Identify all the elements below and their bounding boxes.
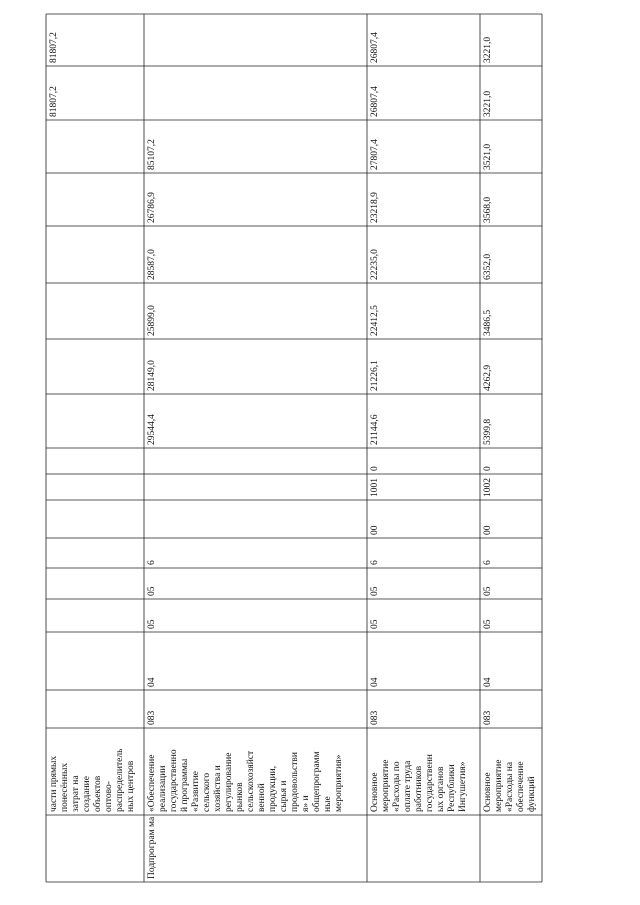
cell-cs-main: 00 bbox=[483, 525, 493, 535]
cell-text-line: рынков bbox=[235, 782, 245, 812]
cell-text-line: сельскохозяйст bbox=[246, 750, 256, 812]
cell-text-line: сельского bbox=[202, 772, 212, 812]
row-name-cell bbox=[483, 728, 538, 812]
cell-cs-program: 05 bbox=[483, 586, 493, 596]
cell-y4: 22235,0 bbox=[370, 249, 380, 280]
cell-y3: 3486,5 bbox=[483, 309, 493, 336]
cell-text-line: я» и bbox=[301, 795, 311, 812]
cell-text-line: сырья и bbox=[279, 780, 289, 812]
cell-y1: 21144,6 bbox=[370, 414, 380, 445]
cell-cs-main: 00 bbox=[370, 525, 380, 535]
cell-rz: 04 bbox=[483, 677, 493, 687]
cell-text-line: продовольстви bbox=[290, 752, 300, 812]
cell-y5: 3568,0 bbox=[483, 196, 493, 223]
cell-text-line: ные bbox=[323, 796, 333, 812]
cell-cs-program: 05 bbox=[370, 586, 380, 596]
cell-cs-program: 05 bbox=[147, 586, 157, 596]
cell-vr: 0 bbox=[483, 466, 493, 471]
cell-text-line: общепрограмм bbox=[312, 751, 322, 812]
row-name-cell bbox=[147, 728, 345, 812]
row-kind-cell: Подпрограм ма bbox=[147, 816, 157, 879]
row-name-cell bbox=[49, 728, 137, 812]
cell-text-line: «Расходы на bbox=[505, 761, 515, 812]
cell-y7: 3221,0 bbox=[483, 90, 493, 117]
cell-text-line: работников bbox=[414, 765, 424, 812]
cell-text-line: обеспечение bbox=[516, 761, 526, 812]
cell-y7: 26807,4 bbox=[370, 86, 380, 117]
value-cell-y9: 3221,0 bbox=[483, 36, 493, 63]
cell-cs-dir: 1001 bbox=[370, 478, 380, 497]
cell-text-line: й программы bbox=[180, 758, 190, 812]
cell-text-line: мероприятие bbox=[494, 759, 504, 812]
value-cell-y8: 81807,2 bbox=[49, 86, 59, 117]
cell-cs-dir: 1002 bbox=[483, 478, 493, 497]
cell-vr: 0 bbox=[370, 466, 380, 471]
cell-cs-sub: 6 bbox=[483, 560, 493, 565]
cell-y3: 25899,0 bbox=[147, 305, 157, 336]
cell-text-line: понесённых bbox=[60, 762, 70, 812]
cell-text-line: «Обеспечение bbox=[147, 754, 157, 812]
cell-grbs: 083 bbox=[147, 710, 157, 725]
cell-text-line: ных центров bbox=[126, 760, 136, 812]
cell-y2: 21226,1 bbox=[370, 360, 380, 391]
cell-y6: 85107,2 bbox=[147, 139, 157, 170]
cell-pr: 05 bbox=[483, 619, 493, 629]
cell-cs-sub: 6 bbox=[147, 560, 157, 565]
cell-y4: 28587,0 bbox=[147, 249, 157, 280]
cell-text-line: хозяйства и bbox=[213, 765, 223, 812]
cell-y6: 3521,0 bbox=[483, 143, 493, 170]
cell-cs-sub: 6 bbox=[370, 560, 380, 565]
cell-text-line: объектов bbox=[93, 775, 103, 812]
cell-text-line: части прямых bbox=[49, 755, 59, 812]
cell-y1: 29544,4 bbox=[147, 414, 157, 445]
cell-text-line: Основное bbox=[370, 772, 380, 812]
cell-y2: 4262,9 bbox=[483, 364, 493, 391]
cell-pr: 05 bbox=[147, 619, 157, 629]
cell-text-line: распределитель bbox=[115, 748, 125, 812]
cell-pr: 05 bbox=[370, 619, 380, 629]
cell-y2: 28149,0 bbox=[147, 360, 157, 391]
cell-grbs: 083 bbox=[483, 710, 493, 725]
cell-y1: 5399,8 bbox=[483, 418, 493, 445]
cell-y6: 27807,4 bbox=[370, 139, 380, 170]
cell-text-line: «Расходы по bbox=[392, 761, 402, 812]
value-cell-y9: 26807,4 bbox=[370, 32, 380, 63]
cell-text-line: Республики bbox=[447, 764, 457, 812]
cell-rz: 04 bbox=[147, 677, 157, 687]
row-name-cell bbox=[370, 728, 469, 812]
cell-text-line: реализации bbox=[158, 765, 168, 812]
cell-y5: 23218,9 bbox=[370, 192, 380, 223]
cell-y5: 26786,9 bbox=[147, 192, 157, 223]
cell-text-line: государственно bbox=[169, 749, 179, 812]
cell-y3: 22412,5 bbox=[370, 305, 380, 336]
cell-text-line: «Развитие bbox=[191, 770, 201, 812]
cell-rz: 04 bbox=[370, 677, 380, 687]
cell-text-line: создание bbox=[82, 776, 92, 812]
cell-text-line: венной bbox=[257, 783, 267, 812]
cell-text-line: оплате труда bbox=[403, 760, 413, 812]
cell-text-line: продукции, bbox=[268, 765, 278, 812]
cell-text-line: государственн bbox=[425, 754, 435, 812]
cell-text-line: регулирование bbox=[224, 752, 234, 812]
cell-text-line: ых органов bbox=[436, 766, 446, 812]
value-cell-y9: 81807,2 bbox=[49, 32, 59, 63]
cell-text-line: мероприятие bbox=[381, 759, 391, 812]
cell-text-line: затрат на bbox=[71, 775, 81, 812]
cell-text-line: оптово- bbox=[104, 781, 114, 812]
cell-text-line: Ингушетия» bbox=[458, 761, 468, 812]
cell-text-line: Основное bbox=[483, 772, 493, 812]
cell-text-line: функций bbox=[527, 776, 537, 812]
cell-text-line: мероприятия» bbox=[334, 754, 344, 812]
cell-grbs: 083 bbox=[370, 710, 380, 725]
cell-y4: 6352,0 bbox=[483, 253, 493, 280]
